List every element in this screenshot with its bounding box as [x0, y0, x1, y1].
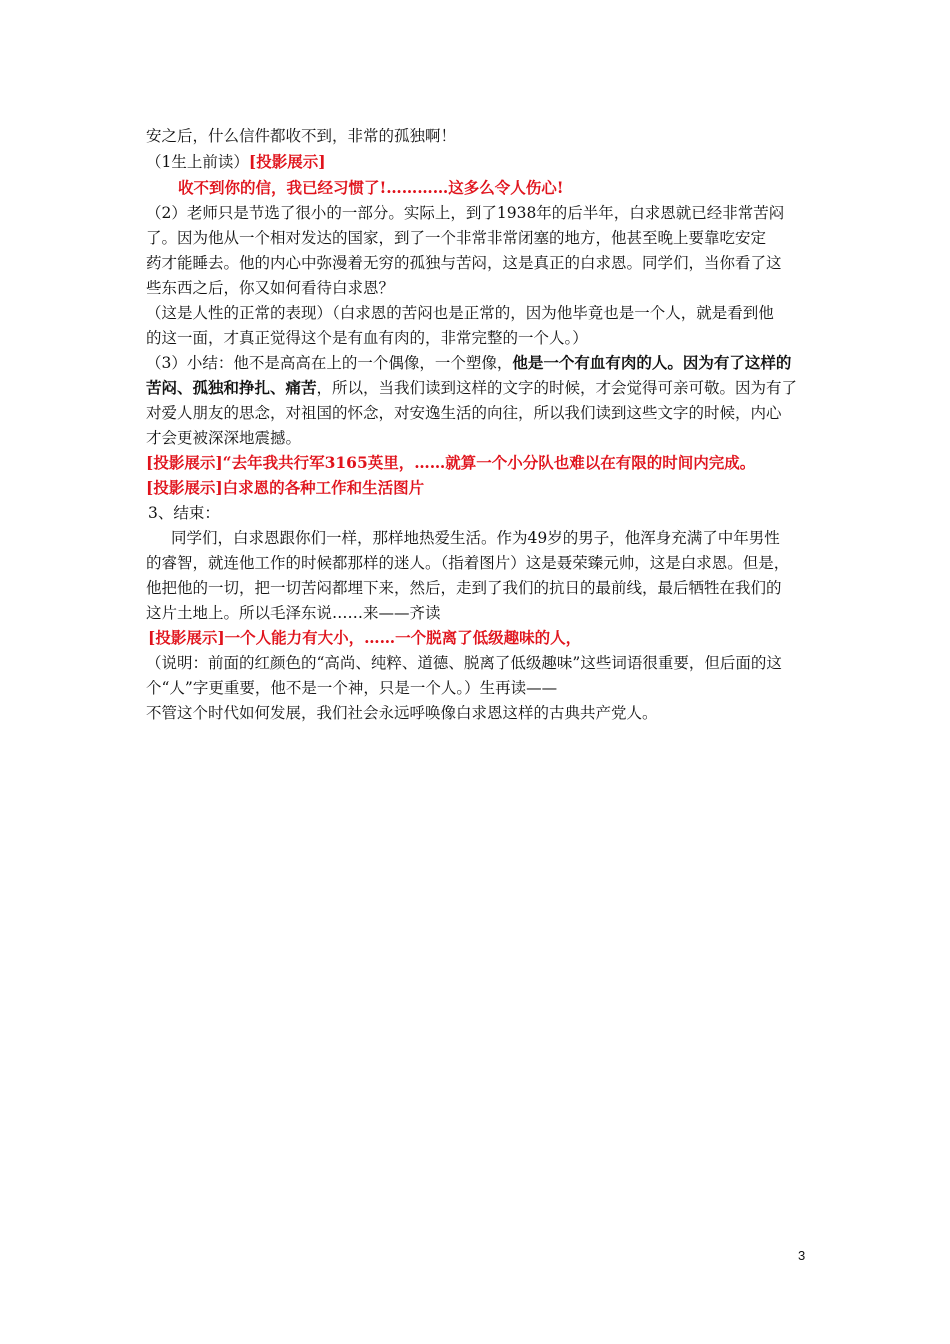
text-line: 同学们，白求恩跟你们一样，那样地热爱生活。作为49岁的男子，他浑身充满了中年男性 — [171, 529, 780, 547]
text-line: 才会更被深深地震撼。 — [146, 429, 302, 447]
text-line: 不管这个时代如何发展，我们社会永远呼唤像白求恩这样的古典共产党人。 — [146, 704, 658, 722]
text-line: （说明：前面的红颜色的“高尚、纯粹、道德、脱离了低级趣味”这些词语很重要，但后面的这 — [146, 654, 782, 672]
page-number: 3 — [798, 1248, 806, 1263]
text-line: 安之后，什么信件都收不到，非常的孤独啊！ — [146, 127, 457, 145]
section-heading: 3、结束： — [148, 504, 220, 522]
quote-line: 收不到你的信，我已经习惯了!…………这多么令人伤心! — [178, 178, 564, 197]
text-line: 的睿智，就连他工作的时候都那样的迷人。（指着图片）这是聂荣臻元帅，这是白求恩。但是， — [146, 554, 790, 572]
text-line: 他把他的一切，把一切苦闷都埋下来，然后，走到了我们的抗日的最前线，最后牺牲在我们的 — [146, 579, 782, 597]
text-line: 了。因为他从一个相对发达的国家，到了一个非常非常闭塞的地方，他甚至晚上要靠吃安定 — [146, 229, 767, 247]
text-line: 药才能睡去。他的内心中弥漫着无穷的孤独与苦闷，这是真正的白求恩。同学们，当你看了这 — [146, 254, 782, 272]
text-line: 这片土地上。所以毛泽东说……来——齐读 — [146, 604, 441, 622]
text-line: （3）小结：他不是高高在上的一个偶像，一个塑像，他是一个有血有肉的人。因为有了这样的 — [146, 353, 792, 372]
projection-line: [投影展示]一个人能力有大小，……一个脱离了低级趣味的人， — [148, 628, 582, 647]
text-line: （1生上前读）[投影展示] — [146, 152, 326, 171]
text-line: 的这一面，才真正觉得这个是有血有肉的，非常完整的一个人。） — [146, 329, 588, 347]
text-line: 个“人”字更重要，他不是一个神，只是一个人。）生再读—— — [146, 679, 558, 697]
text-line: （2）老师只是节选了很小的一部分。实际上，到了1938年的后半年，白求恩就已经非常苦闷 — [146, 204, 785, 222]
text-line: （这是人性的正常的表现）（白求恩的苦闷也是正常的，因为他毕竟也是一个人，就是看到他 — [146, 304, 774, 322]
text-line: 苦闷、孤独和挣扎、痛苦，所以，当我们读到这样的文字的时候，才会觉得可亲可敬。因为有了 — [146, 378, 798, 397]
text-line: 些东西之后，你又如何看待白求恩？ — [146, 279, 395, 297]
projection-line: [投影展示]“去年我共行军3165英里，……就算一个小分队也难以在有限的时间内完成。 — [146, 453, 756, 472]
projection-label: [投影展示] — [248, 152, 326, 171]
text-line: 对爱人朋友的思念，对祖国的怀念，对安逸生活的向往，所以我们读到这些文字的时候，内心 — [146, 404, 782, 422]
projection-line: [投影展示]白求恩的各种工作和生活图片 — [146, 478, 425, 497]
